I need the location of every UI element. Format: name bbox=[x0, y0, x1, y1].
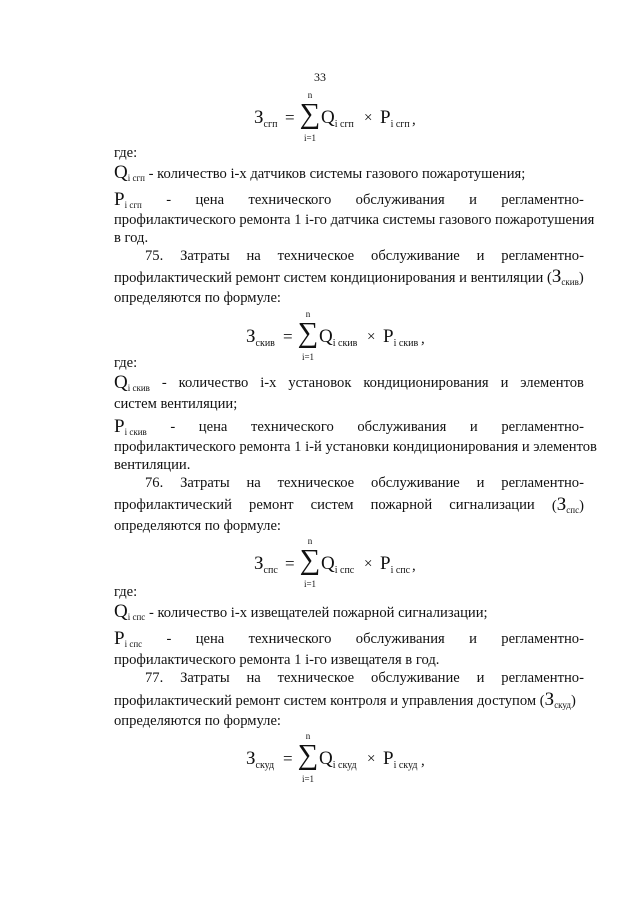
comma: , bbox=[421, 331, 425, 347]
page-number: 33 bbox=[314, 70, 326, 84]
formula-p: $P_{i скуд}$ bbox=[383, 748, 418, 771]
item-76-line3: определяются по формуле: bbox=[114, 518, 281, 534]
formula-sgp bbox=[0, 92, 640, 148]
def-p-skiv-line3: вентиляции. bbox=[114, 457, 191, 473]
def-q-sps: $Q_{i спс}$ - количество i-х извещателей пожарной сигнализации; bbox=[114, 601, 488, 622]
formula-q: $Q_{i скив}$ bbox=[319, 326, 358, 349]
comma: , bbox=[412, 112, 416, 128]
formula-lhs: $З_{скуд}$ bbox=[246, 748, 275, 771]
def-p-sgp-line1: $P_{i сгп}$ - цена технического обслуживания и регламентно- bbox=[114, 189, 584, 210]
item-77-line3: определяются по формуле: bbox=[114, 713, 281, 729]
formula-p: $P_{i сгп}$ bbox=[380, 107, 410, 130]
comma: , bbox=[412, 558, 416, 574]
formula-skiv bbox=[0, 311, 640, 367]
formula-p: $P_{i скив}$ bbox=[383, 326, 419, 349]
formula-sps bbox=[0, 538, 640, 594]
formula-lhs: $З_{спс}$ bbox=[254, 553, 278, 576]
def-p-sps-line2: профилактического ремонта 1 i-го извещателя в год. bbox=[114, 652, 440, 668]
where-label: где: bbox=[114, 584, 138, 600]
formula-q: $Q_{i скуд}$ bbox=[319, 748, 357, 771]
def-p-skiv-line2: профилактического ремонта 1 i-й установки кондиционирования и элементов bbox=[114, 439, 597, 455]
sum-operator: n ∑ i=1 bbox=[299, 536, 321, 589]
def-q-skiv-line2: систем вентиляции; bbox=[114, 396, 238, 412]
item-76-line2: профилактический ремонт систем пожарной сигнализации $(З_{спс})$ bbox=[114, 494, 584, 515]
comma: , bbox=[421, 753, 425, 769]
formula-p: $P_{i спс}$ bbox=[380, 553, 411, 576]
def-p-sps-line1: $P_{i спс}$ - цена технического обслуживания и регламентно- bbox=[114, 628, 584, 649]
formula-lhs: $З_{сгп}$ bbox=[254, 107, 278, 130]
def-q-sgp: $Q_{i сгп}$ - количество i-х датчиков системы газового пожаротушения; bbox=[114, 162, 526, 183]
times-sign: × bbox=[364, 556, 373, 572]
def-p-sgp-line2: профилактического ремонта 1 i-го датчика системы газового пожаротушения bbox=[114, 212, 595, 228]
item-76-line1: 76. Затраты на техническое обслуживание и регламентно- bbox=[145, 475, 584, 491]
equals-sign: = bbox=[283, 749, 293, 768]
item-75-line2: профилактический ремонт систем кондиционирования и вентиляции $(З_{скив})$ bbox=[114, 266, 584, 287]
sum-operator: n ∑ i=1 bbox=[297, 731, 319, 784]
formula-q: $Q_{i сгп}$ bbox=[321, 107, 354, 130]
formula-lhs: $З_{скив}$ bbox=[246, 326, 275, 349]
times-sign: × bbox=[367, 329, 376, 345]
equals-sign: = bbox=[285, 108, 295, 127]
equals-sign: = bbox=[283, 327, 293, 346]
formula-q: $Q_{i спс}$ bbox=[321, 553, 355, 576]
item-77-line2: профилактический ремонт систем контроля и управления доступом $(З_{скуд})$ bbox=[114, 689, 576, 710]
times-sign: × bbox=[364, 110, 373, 126]
def-p-skiv-line1: $P_{i скив}$ - цена технического обслуживания и регламентно- bbox=[114, 416, 584, 437]
times-sign: × bbox=[367, 751, 376, 767]
item-75-line1: 75. Затраты на техническое обслуживание и регламентно- bbox=[145, 248, 584, 264]
item-75-line3: определяются по формуле: bbox=[114, 290, 281, 306]
sum-operator: n ∑ i=1 bbox=[297, 309, 319, 362]
formula-skud bbox=[0, 733, 640, 789]
where-label: где: bbox=[114, 145, 138, 161]
equals-sign: = bbox=[285, 554, 295, 573]
def-q-skiv-line1: $Q_{i скив}$ - количество i-х установок кондиционирования и элементов bbox=[114, 372, 584, 393]
item-77-line1: 77. Затраты на техническое обслуживание и регламентно- bbox=[145, 670, 584, 686]
sum-operator: n ∑ i=1 bbox=[299, 90, 321, 143]
where-label: где: bbox=[114, 355, 138, 371]
def-p-sgp-line3: в год. bbox=[114, 230, 149, 246]
